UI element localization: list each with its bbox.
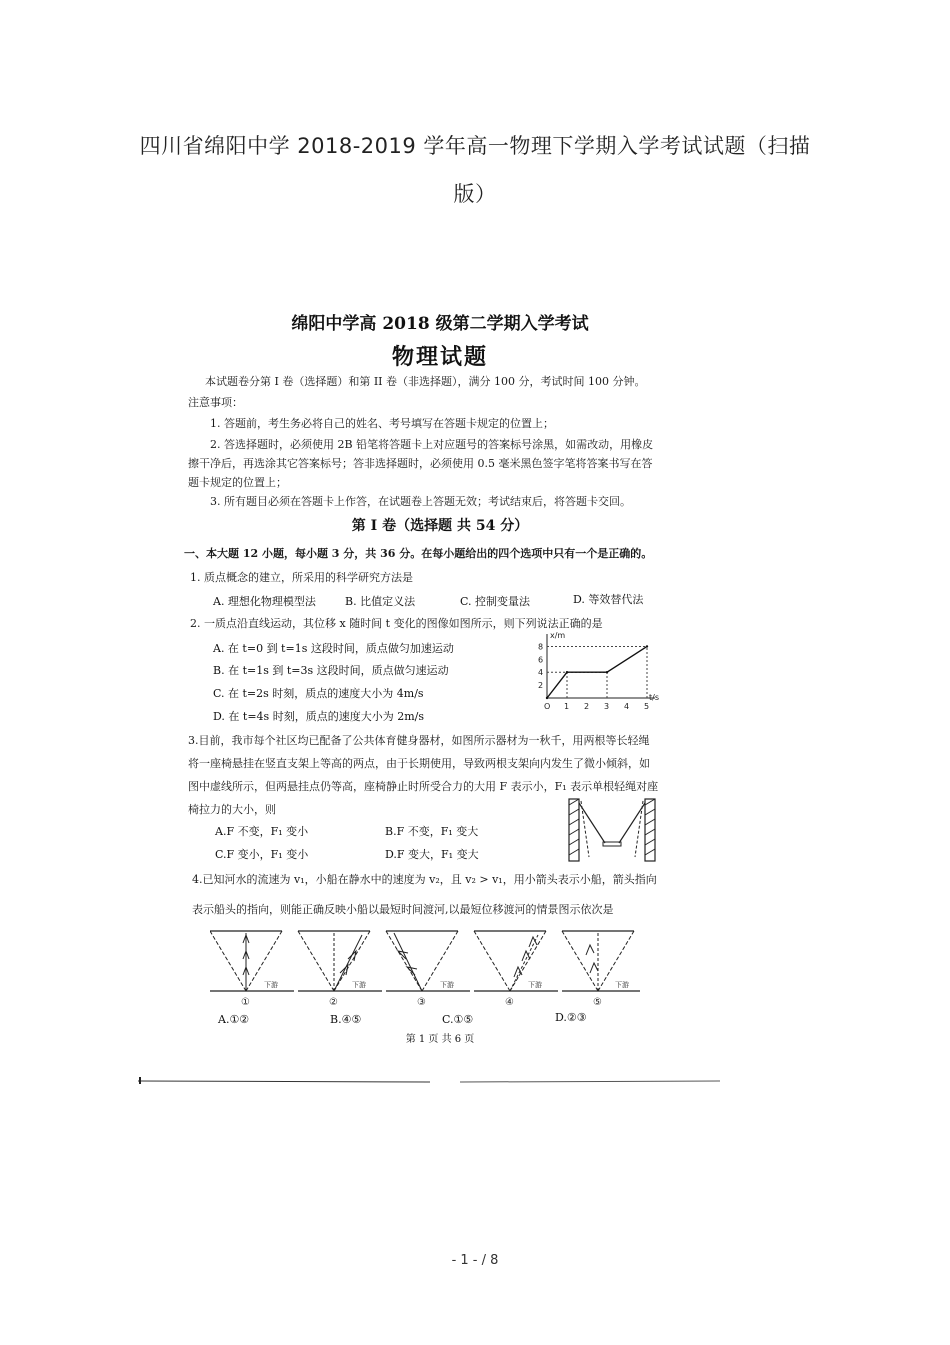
- q2-option-b: B. 在 t=1s 到 t=3s 这段时间，质点做匀速运动: [213, 664, 449, 677]
- exam-header: 绵阳中学高 2018 级第二学期入学考试: [291, 314, 589, 334]
- y-tick-label: 4: [538, 668, 544, 678]
- q4-stem-line1: 4.已知河水的流速为 v₁，小船在静水中的速度为 v₂，且 v₂ > v₁，用小箭头表示小船，箭头指向: [192, 873, 657, 886]
- q3-stem-line: 3.目前，我市每个社区均已配备了公共体育健身器材，如图所示器材为一秋千，用两根等长轻绳: [188, 734, 650, 747]
- q2-option-c: C. 在 t=2s 时刻，质点的速度大小为 4m/s: [213, 687, 424, 700]
- y-tick-label: 8: [538, 642, 544, 652]
- q4-option-c: C.①⑤: [442, 1013, 474, 1026]
- note-line: 题卡规定的位置上；: [188, 476, 287, 489]
- exam-intro: 本试题卷分第 I 卷（选择题）和第 II 卷（非选择题），满分 100 分，考试时间 100 分钟。: [205, 375, 646, 388]
- river-crossing-figure: [210, 925, 640, 1025]
- xt-data-point: [606, 671, 608, 673]
- figure-label-2: ②: [329, 997, 338, 1008]
- river-panel-1: [210, 931, 294, 991]
- downstream-label: 下游: [440, 981, 454, 989]
- x-tick-label: 3: [604, 702, 610, 711]
- figure-label-5: ⑤: [593, 997, 602, 1008]
- scanned-exam-page: [180, 295, 740, 1095]
- swing-diagram: [565, 795, 660, 865]
- q3-stem-line: 椅拉力的大小，则: [188, 803, 276, 816]
- q4-option-b: B.④⑤: [330, 1013, 362, 1026]
- q1-option-c: C. 控制变量法: [460, 595, 531, 608]
- q3-option-c: C.F 变小，F₁ 变小: [215, 848, 309, 861]
- document-title-line2: 版）: [453, 182, 497, 206]
- figure-label-1: ①: [241, 997, 250, 1008]
- swing-rope-left: [579, 803, 605, 843]
- x-tick-label: 4: [624, 702, 630, 711]
- q4-option-a: A.①②: [218, 1013, 250, 1026]
- swing-rope-right: [619, 803, 645, 843]
- x-tick-label: 2: [584, 702, 590, 711]
- q3-option-a: A.F 不变，F₁ 变小: [215, 825, 309, 838]
- document-title-line1: 四川省绵阳中学 2018-2019 学年高一物理下学期入学考试试题（扫描: [139, 134, 811, 158]
- section-title: 第 I 卷（选择题 共 54 分）: [351, 518, 529, 534]
- x-tick-label: 5: [644, 702, 650, 711]
- y-axis-label: x/m: [550, 631, 566, 640]
- q1-option-b: B. 比值定义法: [345, 595, 416, 608]
- xt-data-point: [546, 697, 548, 699]
- note-line: 3. 所有题目必须在答题卡上作答，在试题卷上答题无效；考试结束后，将答题卡交回。: [210, 495, 631, 508]
- xt-series-line: [547, 646, 647, 698]
- q1-stem: 1. 质点概念的建立，所采用的科学研究方法是: [190, 571, 413, 584]
- q4-stem-line2: 表示船头的指向，则能正确反映小船以最短时间渡河,以最短位移渡河的情景图示依次是: [192, 903, 614, 916]
- scan-bottom-edge: [130, 1075, 730, 1087]
- q1-option-d: D. 等效替代法: [573, 593, 644, 606]
- y-tick-label: 6: [538, 655, 544, 665]
- q2-option-a: A. 在 t=0 到 t=1s 这段时间，质点做匀加速运动: [213, 642, 454, 655]
- downstream-label: 下游: [615, 981, 629, 989]
- q3-stem-line: 图中虚线所示，但两悬挂点仍等高，座椅静止时所受合力的大用 F 表示小，F₁ 表示单根轻绳对座: [188, 780, 659, 793]
- notes-label: 注意事项：: [188, 396, 243, 409]
- downstream-label: 下游: [264, 981, 278, 989]
- q4-option-d: D.②③: [555, 1011, 587, 1024]
- note-line: 2. 答选择题时，必须使用 2B 铅笔将答题卡上对应题号的答案标号涂黑，如需改动，用橡皮: [210, 438, 654, 451]
- q2-option-d: D. 在 t=4s 时刻，质点的速度大小为 2m/s: [213, 710, 424, 723]
- page-footer: - 1 - / 8: [451, 1253, 499, 1268]
- xt-data-point: [566, 671, 568, 673]
- x-axis-label: t/s: [649, 693, 659, 702]
- q1-option-a: A. 理想化物理模型法: [213, 595, 316, 608]
- xt-data-point: [646, 645, 648, 647]
- x-tick-label: O: [544, 702, 551, 711]
- figure-label-4: ④: [505, 997, 514, 1008]
- figure-label-3: ③: [417, 997, 426, 1008]
- part-instructions: 一、本大题 12 小题，每小题 3 分，共 36 分。在每小题给出的四个选项中只有一个是正确的。: [184, 547, 653, 560]
- x-tick-label: 1: [564, 702, 570, 711]
- y-tick-label: 2: [538, 681, 544, 691]
- q2-stem: 2. 一质点沿直线运动，其位移 x 随时间 t 变化的图像如图所示，则下列说法正确的是: [190, 617, 603, 630]
- note-line: 1. 答题前，考生务必将自己的姓名、考号填写在答题卡规定的位置上；: [210, 417, 554, 430]
- river-panel-3: [386, 931, 470, 991]
- exam-page-indicator: 第 1 页 共 6 页: [405, 1034, 475, 1045]
- exam-subject: 物理试题: [391, 344, 488, 370]
- q3-stem-line: 将一座椅悬挂在竖直支架上等高的两点，由于长期使用，导致两根支架向内发生了微小倾斜，如: [188, 757, 650, 770]
- note-line: 擦干净后，再选涂其它答案标号；答非选择题时，必须使用 0.5 毫米黑色签字笔将答案书写在答: [188, 457, 653, 470]
- downstream-label: 下游: [528, 981, 542, 989]
- river-panel-2: [298, 931, 382, 991]
- downstream-label: 下游: [352, 981, 366, 989]
- q2-xt-chart: [525, 630, 665, 715]
- swing-seat: [603, 842, 621, 846]
- river-panel-4: [474, 931, 558, 991]
- q3-option-b: B.F 不变，F₁ 变大: [385, 825, 479, 838]
- q3-option-d: D.F 变大，F₁ 变大: [385, 848, 479, 861]
